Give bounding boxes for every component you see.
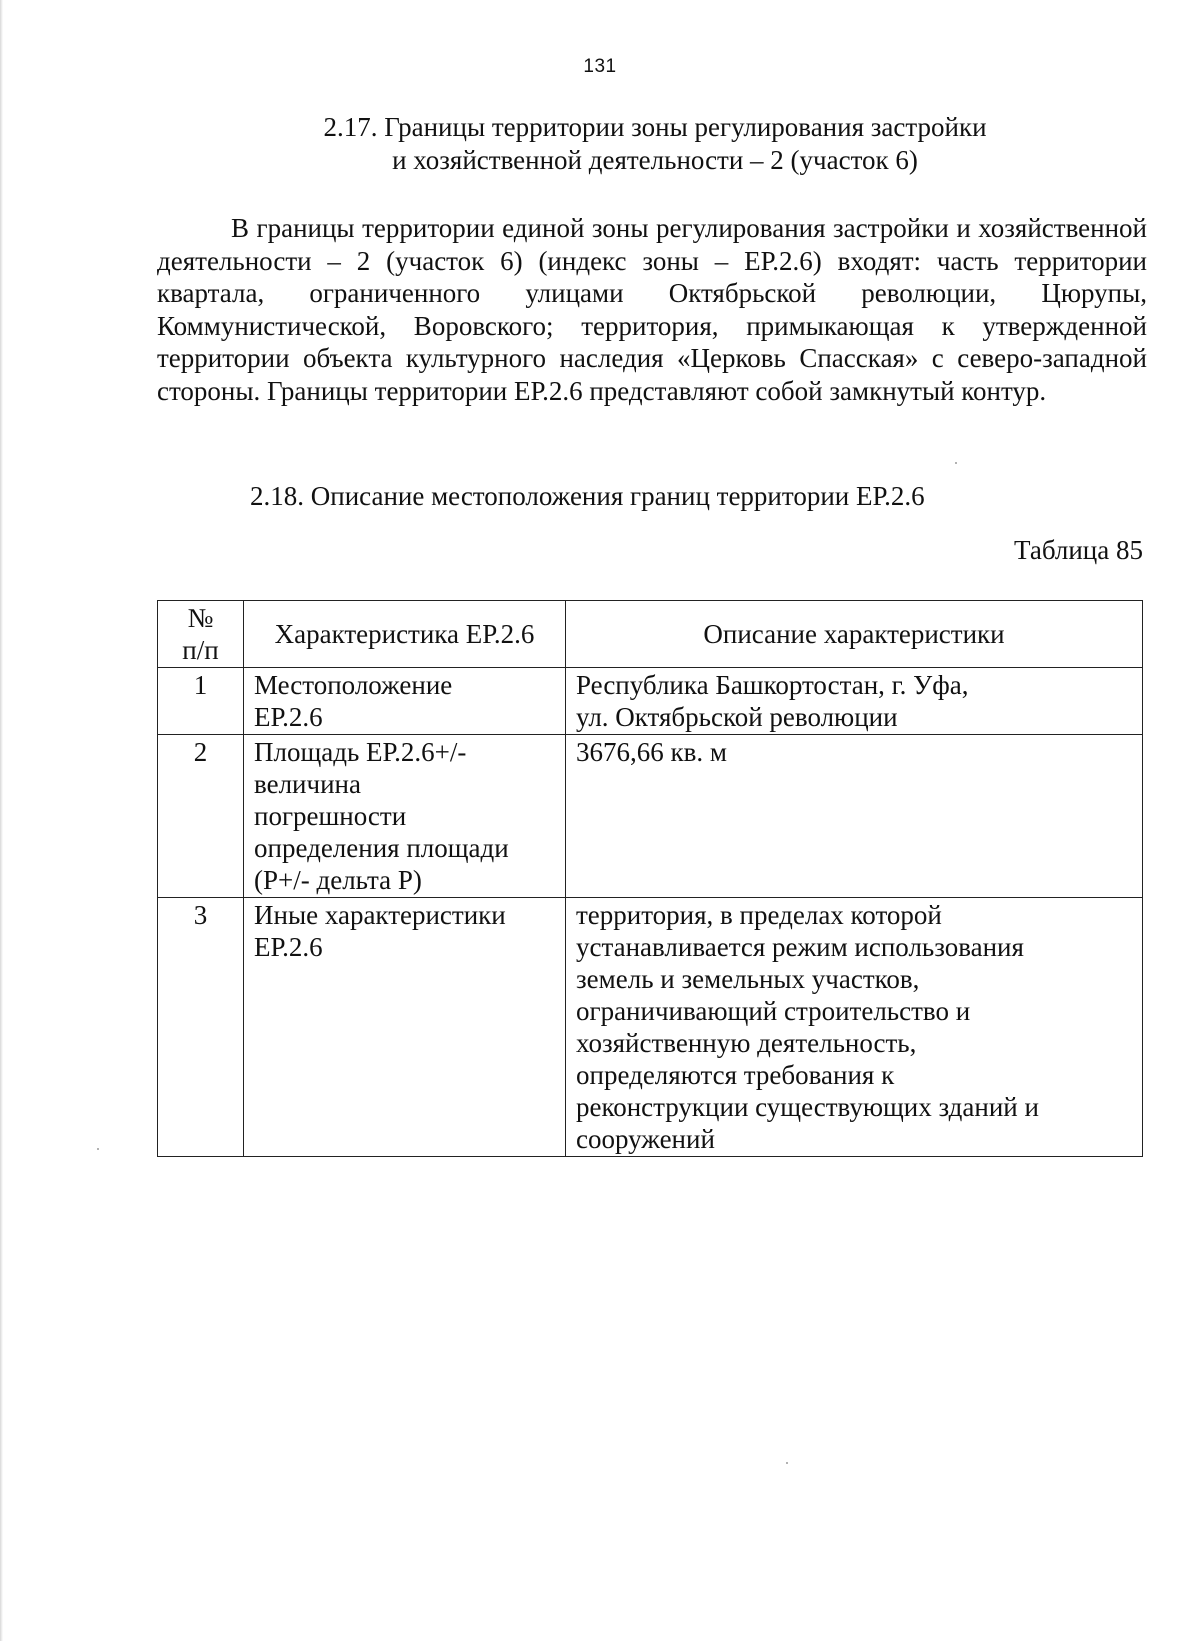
scan-speck — [97, 1148, 99, 1150]
row-description: 3676,66 кв. м — [566, 735, 1143, 898]
row-description: территория, в пределах которой устанавливается режим использования земель и земельных участков, ограничивающий строительство и хозяйственную деятельность, определяются требования к реконструкции существующих зданий и сооружений — [566, 898, 1143, 1157]
table-row — [158, 735, 1143, 898]
row-characteristic: Иные характеристики ЕР.2.6 — [244, 898, 566, 1157]
table-header-row — [158, 601, 1143, 668]
page-number: 131 — [583, 56, 617, 77]
row-characteristic: Местоположение ЕР.2.6 — [244, 668, 566, 735]
section-paragraph: В границы территории единой зоны регулирования застройки и хозяйственной деятельности – 2 (участок 6) (индекс зоны – ЕР.2.6) входят: часть территории квартала, ограниченного улицами Октябрьской революции, Цюрупы, Коммунистической, Воровского; территория, примыкающая к утвержденной территории объекта культурного наследия «Церковь Спасская» с северо-западной стороны. Границы территории ЕР.2.6 представляют собой замкнутый контур. — [157, 213, 1147, 406]
row-number: 3 — [158, 898, 244, 1157]
table-row — [158, 668, 1143, 735]
scan-speck — [786, 1462, 788, 1464]
table-row — [158, 898, 1143, 1157]
header-number: № п/п — [158, 601, 244, 668]
scan-edge — [0, 0, 3, 1641]
scan-speck — [955, 462, 957, 464]
header-characteristic: Характеристика ЕР.2.6 — [244, 601, 566, 668]
row-number: 2 — [158, 735, 244, 898]
characteristics-table — [157, 600, 1143, 1157]
section-heading-2-18: 2.18. Описание местоположения границ территории ЕР.2.6 — [250, 481, 925, 511]
row-number: 1 — [158, 668, 244, 735]
row-description: Республика Башкортостан, г. Уфа, ул. Октябрьской революции — [566, 668, 1143, 735]
section-heading-2-17: 2.17. Границы территории зоны регулирования застройки и хозяйственной деятельности – 2 (участок 6) — [323, 112, 987, 175]
header-description: Описание характеристики — [566, 601, 1143, 668]
row-characteristic: Площадь ЕР.2.6+/- величина погрешности определения площади (Р+/- дельта Р) — [244, 735, 566, 898]
table-caption: Таблица 85 — [1014, 535, 1143, 565]
